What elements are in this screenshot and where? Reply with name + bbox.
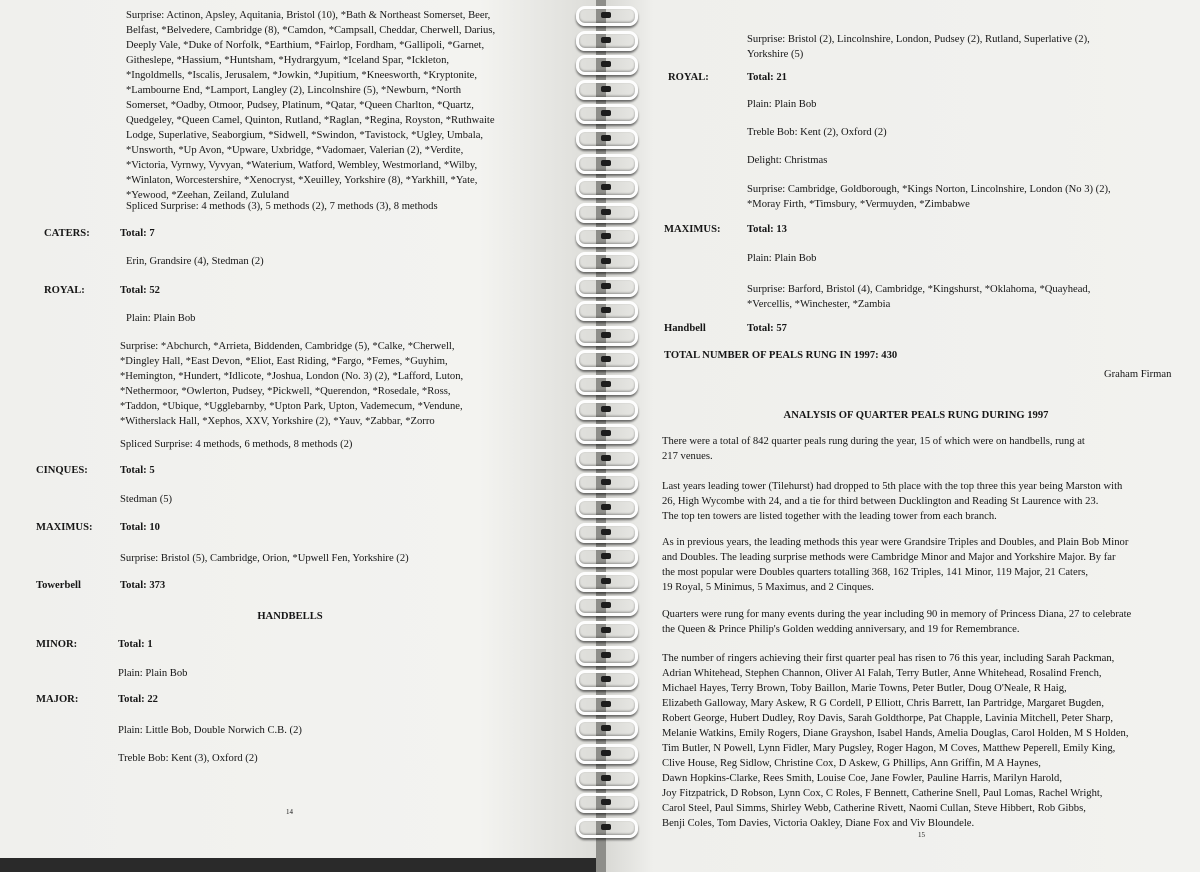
maximus-total: Total: 13 <box>747 224 787 235</box>
binding-ring <box>576 646 638 666</box>
binding-ring <box>576 203 638 223</box>
royal-treble-bob: Treble Bob: Kent (2), Oxford (2) <box>747 127 887 138</box>
minor-methods: Plain: Plain Bob <box>118 668 188 679</box>
binding-ring <box>576 178 638 198</box>
binding-ring <box>576 277 638 297</box>
maximus-plain: Plain: Plain Bob <box>747 253 817 264</box>
minor-total: Total: 1 <box>118 639 153 650</box>
towerbell-total: Total: 373 <box>120 580 166 591</box>
cinques-total: Total: 5 <box>120 465 155 476</box>
binding-ring <box>576 129 638 149</box>
binding-ring <box>576 6 638 26</box>
major-surprise-list: Surprise: Actinon, Apsley, Aquitania, Bristol (10), *Bath & Northeast Somerset, Beer, Belfast, *Belvedere, Cambridge (8), *Camdon, *Campsall, Cheddar, Cherwell, Darius, Deeply Vale, *Duke of Norfolk, *Earthium, *Fairlop, Fordham, *Gallipoli, *Garnet, Githeslepe, *Hassium, *Huntsham, *Hydrargyum, *Iceland Spar, *Ickleton, *Ingoldmells, *Iscalis, Jerusalem, *Jowkin, *Jupitium, *Kneesworth, *Kryptonite, *Lambourne End, *Lamport, Langley (2), Lincolnshire (5), *Newburn, *North Somerset, *Oadby, Otmoor, Pudsey, Platinum, *Qatar, *Queen Charlton, *Quartz, Quedgeley, *Queen Camel, Quinton, Rutland, *Raglan, *Regina, Royston, *Ruthwaite Lodge, Superlative, Seaborgium, *Sidwell, *Swindon, *Tavistock, *Ugley, Umbala, *Unsworth, *Up Avon, *Upware, Uxbridge, *Vadomaer, Valerian (2), *Verdite, *Victoria, Vyrnwy, Vyvyan, *Waterium, Watford, Wembley, Westmorland, *Wilby, *Winlaton, Worcestershire, *Xenocryst, *Xeuilley, Yorkshire (8), *Yarkhill, *Yate, *Yewood, *Zeehan, Zeiland, Zululand <box>126 10 496 201</box>
maximus-label: MAXIMUS: <box>36 522 93 533</box>
binding-ring <box>576 719 638 739</box>
royal-surprise-list: Surprise: Cambridge, Goldborough, *Kings Norton, Lincolnshire, London (No 3) (2), *Moray Firth, *Timsbury, *Vermuyden, *Zimbabwe <box>747 184 1111 210</box>
caters-label: CATERS: <box>44 228 90 239</box>
binding-ring <box>576 301 638 321</box>
binding-ring <box>576 473 638 493</box>
binding-ring <box>576 104 638 124</box>
paragraph-leading-methods: As in previous years, the leading methods this year were Grandsire Triples and Doubles, and Plain Bob Minor and Doubles. The leading surprise methods were Cambridge Minor and Major and Yorkshire Major. By far the most popular were Doubles quarters totalling 368, 162 Triples, 141 Minor, 119 Major, 21 Caters, 19 Royal, 5 Minimus, 5 Maximus, and 2 Cinques. <box>662 537 1129 593</box>
analysis-heading: ANALYSIS OF QUARTER PEALS RUNG DURING 1997 <box>783 410 1049 421</box>
royal-label: ROYAL: <box>668 72 709 83</box>
paragraph-totals: There were a total of 842 quarter peals rung during the year, 15 of which were on handbells, rung at 217 venues. <box>662 436 1085 462</box>
caters-total: Total: 7 <box>120 228 155 239</box>
binding-ring <box>576 572 638 592</box>
binding-ring <box>576 744 638 764</box>
page-number-right: 15 <box>918 831 925 839</box>
left-page <box>0 0 600 858</box>
paragraph-events: Quarters were rung for many events during the year including 90 in memory of Princess Diana, 27 to celebrate the Queen & Prince Philip's Golden wedding anniversary, and 19 for Remembrance. <box>662 609 1132 635</box>
binding-ring <box>576 547 638 567</box>
major-total: Total: 22 <box>118 694 158 705</box>
binding-ring <box>576 31 638 51</box>
binding-ring <box>576 769 638 789</box>
major-plain: Plain: Little Bob, Double Norwich C.B. (2) <box>118 725 302 736</box>
cinques-methods: Stedman (5) <box>120 494 173 505</box>
minor-label: MINOR: <box>36 639 78 650</box>
royal-label: ROYAL: <box>44 285 85 296</box>
maximus-methods: Surprise: Bristol (5), Cambridge, Orion, *Upwell Fen, Yorkshire (2) <box>120 553 409 564</box>
binding-ring <box>576 449 638 469</box>
handbell-label: Handbell <box>664 323 706 334</box>
major-spliced-line: Spliced Surprise: 4 methods (3), 5 methods (2), 7 methods (3), 8 methods <box>126 201 438 212</box>
royal-total: Total: 52 <box>120 285 160 296</box>
top-surprise-lines: Surprise: Bristol (2), Lincolnshire, London, Pudsey (2), Rutland, Superlative (2), Yorkshire (5) <box>747 34 1090 60</box>
maximus-label: MAXIMUS: <box>664 224 721 235</box>
handbell-total: Total: 57 <box>747 323 787 334</box>
major-treble-bob: Treble Bob: Kent (3), Oxford (2) <box>118 753 258 764</box>
royal-plain: Plain: Plain Bob <box>126 313 196 324</box>
royal-plain: Plain: Plain Bob <box>747 99 817 110</box>
binding-ring <box>576 227 638 247</box>
binding-ring <box>576 80 638 100</box>
binding-ring <box>576 695 638 715</box>
maximus-total: Total: 10 <box>120 522 160 533</box>
binding-ring <box>576 498 638 518</box>
binding-ring <box>576 793 638 813</box>
binding-ring <box>576 621 638 641</box>
author-signature: Graham Firman <box>1104 369 1172 380</box>
binding-ring <box>576 523 638 543</box>
caters-methods: Erin, Grandsire (4), Stedman (2) <box>126 256 264 267</box>
binding-ring <box>576 424 638 444</box>
royal-spliced-line: Spliced Surprise: 4 methods, 6 methods, 8 methods (2) <box>120 439 353 450</box>
royal-delight: Delight: Christmas <box>747 155 828 166</box>
binding-ring <box>576 252 638 272</box>
royal-total: Total: 21 <box>747 72 787 83</box>
binding-ring <box>576 375 638 395</box>
right-page <box>606 0 1200 872</box>
cinques-label: CINQUES: <box>36 465 88 476</box>
binding-ring <box>576 818 638 838</box>
total-peals-heading: TOTAL NUMBER OF PEALS RUNG IN 1997: 430 <box>664 350 898 361</box>
binding-ring <box>576 596 638 616</box>
handbells-heading: HANDBELLS <box>257 611 323 622</box>
royal-surprise-list: Surprise: *Abchurch, *Arrieta, Biddenden, Cambridge (5), *Calke, *Cherwell, *Dingley Hall, *East Devon, *Eliot, East Riding, *Fargo, *Femes, *Guyhim, *Hemington, *Hundert, *Idlicote, *Joshua, London (No. 3) (2), *Lafford, Luton, *Nethermoor, *Owlerton, Pudsey, *Pickwell, *Querendon, *Rosedale, *Ross, *Taddon, *Ubique, *Ugglebarnby, *Upton Park, Upton, Vademecum, *Vendune, *Witherslack Hall, *Xephos, XXV, Yorkshire (2), *Yauv, *Zabbar, *Zorro <box>120 341 464 427</box>
binding-ring <box>576 154 638 174</box>
page-number-left: 14 <box>286 808 293 816</box>
binding-ring <box>576 55 638 75</box>
binding-ring <box>576 350 638 370</box>
towerbell-label: Towerbell <box>36 580 81 591</box>
binding-ring <box>576 326 638 346</box>
paragraph-leading-towers: Last years leading tower (Tilehurst) had dropped to 5th place with the top three this year being Marston with 26, High Wycombe with 24, and a tie for third between Ducklington and Reading St Laurence with 23. The top ten towers are listed together with the leading tower from each branch. <box>662 481 1123 522</box>
paragraph-first-quarter-peals: The number of ringers achieving their first quarter peal has risen to 76 this year, including Sarah Packman, Adrian Whitehead, Stephen Channon, Oliver Al Falah, Terry Butler, Anne Whitehead, Rosalind French, Michael Hayes, Terry Brown, Toby Baillon, Marie Towns, Peter Butler, Doug O'Neale, R Haig, Elizabeth Galloway, Mary Askew, R G Cordell, P Elliott, Chris Barrett, Ian Partridge, Margaret Bugden, Robert George, Hubert Dudley, Roy Davis, Sarah Goldthorpe, Pat Chapple, Lavinia Mitchell, Peter Sharp, Melanie Watkins, Emily Rogers, Diane Grayshon, Isabel Hands, Amelia Douglas, Carol Holden, M S Holden, Tim Butler, N Powell, Lynn Fidler, Mary Pugsley, Roger Hagon, M Coves, Matthew Peperell, Emily King, Clive House, Reg Sidlow, Christine Cox, D Askew, G Phillips, Ann Griffin, M A Haynes, Dawn Hopkins-Clarke, Rees Smith, Louise Coe, Jane Fowler, Pauline Harris, Marilyn Harold, Joy Fitzpatrick, D Robson, Lynn Cox, C Roles, F Bennett, Catherine Snell, Paul Lomas, Rachel Wright, Carol Steel, Paul Simms, Shirley Webb, Catherine Rivett, Naomi Cullan, Steve Hibbert, Rob Gibbs, Benji Coles, Tom Davies, Victoria Oakley, Diane Fox and Viv Bloundele. <box>662 653 1129 829</box>
binding-ring <box>576 670 638 690</box>
binding-ring <box>576 400 638 420</box>
major-label: MAJOR: <box>36 694 79 705</box>
maximus-surprise-list: Surprise: Barford, Bristol (4), Cambridge, *Kingshurst, *Oklahoma, *Quayhead, *Vercellis, *Winchester, *Zambia <box>747 284 1091 310</box>
